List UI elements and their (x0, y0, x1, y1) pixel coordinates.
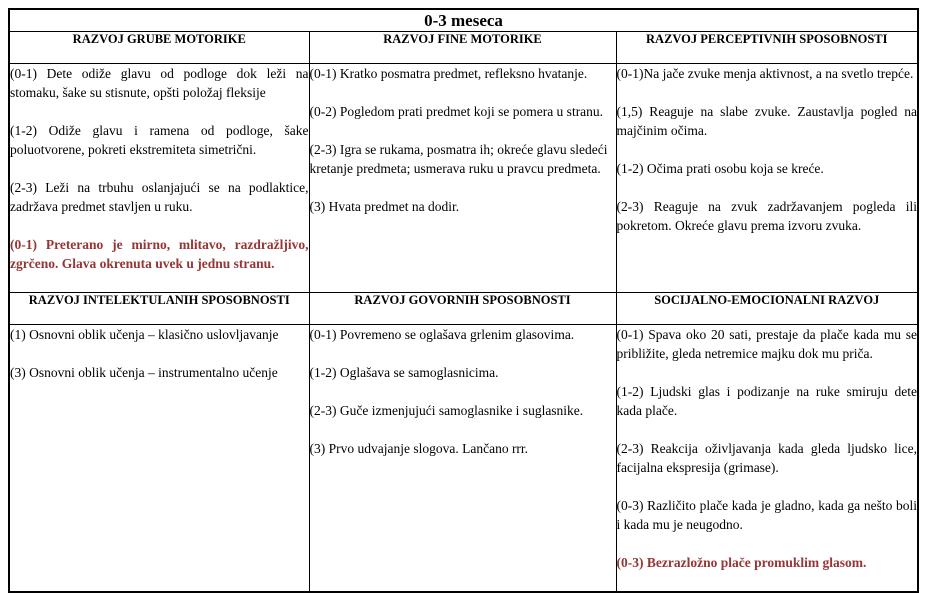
milestone-item: (1-2) Oglašava se samoglasnicima. (309, 365, 499, 380)
milestones-table (8, 8, 919, 593)
milestone-item: (2-3) Guče izmenjujući samoglasnike i suglasnike. (309, 403, 584, 418)
column-header-socijalno-emocionalni-razvoj: SOCIJALNO-EMOCIONALNI RAZVOJ (616, 293, 918, 325)
milestone-item: (3) Hvata predmet na dodir. (309, 199, 460, 214)
milestone-item: (2-3) Reaguje na zvuk zadržavanjem pogleda ili pokretom. Okreće glavu prema izvoru zvuka. (616, 199, 918, 233)
title-row (9, 9, 918, 32)
milestone-item: (1-2) Ljudski glas i podizanje na ruke smiruju dete kada plače. (616, 384, 918, 418)
milestone-item: (0-1)Na jače zvuke menja aktivnost, a na svetlo trepće. (616, 66, 914, 81)
column-header-perceptivne-sposobnosti: RAZVOJ PERCEPTIVNIH SPOSOBNOSTI (616, 32, 918, 64)
cell-socijalno-emocionalni-razvoj (616, 325, 918, 593)
milestone-item: (3) Prvo udvajanje slogova. Lančano rrr. (309, 441, 529, 456)
milestone-item: (1-2) Očima prati osobu koja se kreće. (616, 161, 824, 176)
cell-govorne-sposobnosti (309, 325, 616, 593)
column-header-gruba-motorika: RAZVOJ GRUBE MOTORIKE (9, 32, 309, 64)
cell-perceptivne-sposobnosti (616, 64, 918, 293)
milestone-item: (0-3) Različito plače kada je gladno, kada ga nešto boli i kada mu je neugodno. (616, 498, 918, 532)
milestone-item: (3) Osnovni oblik učenja – instrumentalno učenje (10, 365, 278, 380)
milestone-item: (0-1) Spava oko 20 sati, prestaje da plače kada mu se približite, gleda netremice majku dok mu priča. (616, 327, 918, 361)
body-row-1 (9, 64, 918, 293)
cell-intelektualne-sposobnosti (9, 325, 309, 593)
milestone-item-continuation: kretanje predmeta; usmerava ruku u pravcu predmeta. (309, 161, 601, 176)
milestone-item: (1,5) Reaguje na slabe zvuke. Zaustavlja pogled na majčinim očima. (616, 104, 918, 138)
milestone-item: (1-2) Odiže glavu i ramena od podloge, šake poluotvorene, pokreti ekstremiteta simetrični. (10, 123, 309, 157)
milestone-item: (2-3) Igra se rukama, posmatra ih; okreće glavu sledeći (309, 142, 608, 157)
cell-fina-motorika (309, 64, 616, 293)
body-row-2 (9, 325, 918, 593)
column-header-fina-motorika: RAZVOJ FINE MOTORIKE (309, 32, 616, 64)
header-row-1 (9, 32, 918, 64)
column-header-intelektualne-sposobnosti: RAZVOJ INTELEKTULANIH SPOSOBNOSTI (9, 293, 309, 325)
table-title: 0-3 meseca (9, 9, 918, 32)
milestone-item-warning: (0-1) Preterano je mirno, mlitavo, razdražljivo, zgrčeno. Glava okrenuta uvek u jednu stranu. (10, 237, 309, 271)
milestone-item: (0-1) Povremeno se oglašava grlenim glasovima. (309, 327, 575, 342)
milestone-item: (0-2) Pogledom prati predmet koji se pomera u stranu. (309, 104, 604, 119)
milestone-item: (0-1) Kratko posmatra predmet, refleksno hvatanje. (309, 66, 588, 81)
milestone-item: (1) Osnovni oblik učenja – klasično uslovljavanje (10, 327, 279, 342)
header-row-2 (9, 293, 918, 325)
milestone-item: (2-3) Reakcija oživljavanja kada gleda ljudsko lice, facijalna ekspresija (grimase). (616, 441, 918, 475)
milestone-item: (0-1) Dete odiže glavu od podloge dok leži na stomaku, šake su stisnute, opšti položaj fleksije (10, 66, 309, 100)
milestone-item: (2-3) Leži na trbuhu oslanjajući se na podlaktice, zadržava predmet stavljen u ruku. (10, 180, 309, 214)
column-header-govorne-sposobnosti: RAZVOJ GOVORNIH SPOSOBNOSTI (309, 293, 616, 325)
milestone-item-warning: (0-3) Bezrazložno plače promuklim glasom. (616, 555, 867, 570)
cell-gruba-motorika (9, 64, 309, 293)
